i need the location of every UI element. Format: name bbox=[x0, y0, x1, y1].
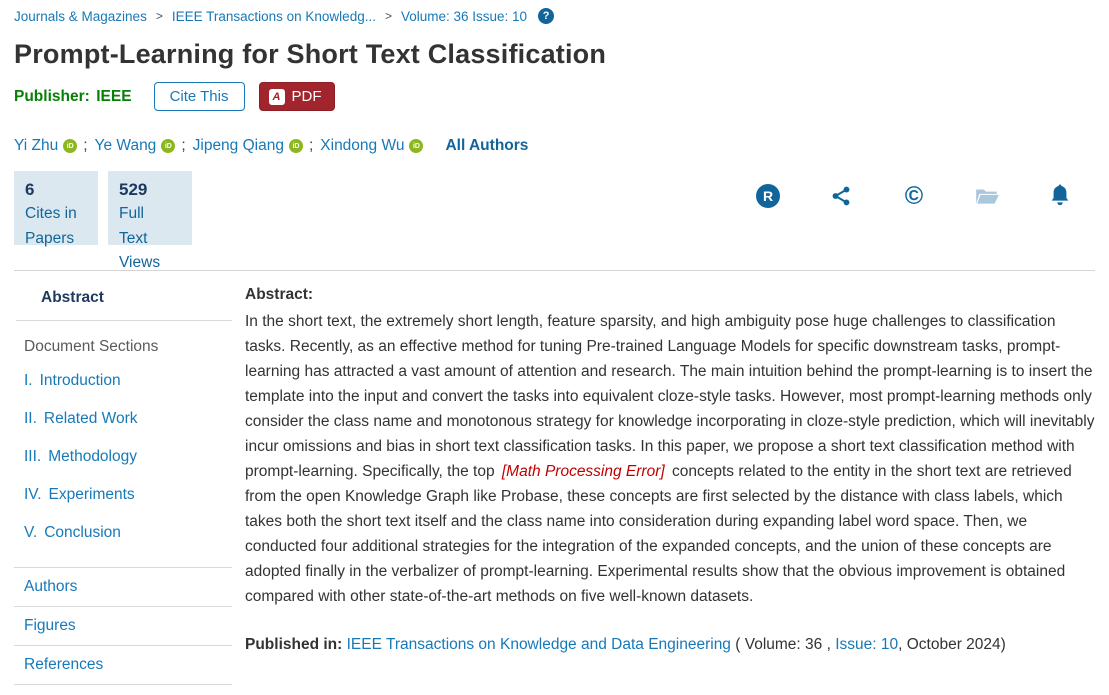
breadcrumb-separator: > bbox=[384, 9, 392, 23]
reading-list-icon[interactable] bbox=[755, 183, 781, 209]
section-numeral: I. bbox=[24, 372, 33, 389]
sidebar-item-introduction[interactable] bbox=[14, 362, 232, 400]
orcid-icon[interactable]: iD bbox=[409, 139, 423, 153]
views-label: Full Text Views bbox=[119, 205, 161, 271]
views-metric-box[interactable] bbox=[108, 171, 192, 271]
all-authors-link[interactable]: All Authors bbox=[445, 137, 529, 154]
publisher-name: IEEE bbox=[96, 87, 132, 105]
published-in-label: Published in: bbox=[245, 636, 343, 653]
volume-text: ( Volume: 36 , bbox=[735, 636, 831, 653]
abstract-text-before: In the short text, the extremely short length, feature sparsity, and high ambiguity pose huge challenges to classification tasks. Recently, as an effective method for tuning Pre-trained Language Models for specific downstream tasks, prompt-learning has attracted a vast amount of attention and research. The main intuition behind the prompt-learning is to insert the template into the input and convert the tasks into equivalent cloze-style tasks. However, most prompt-learning methods only consider the class name and monotonous strategy for knowledge incorporating in cloze-style prediction, which will inevitably incur omissions and bias in short text classification tasks. In this paper, we propose a short text classification method with prompt-learning. Specifically, the top bbox=[245, 313, 1095, 480]
sidebar-item-related-work[interactable] bbox=[14, 400, 232, 438]
copyright-icon-glyph: © bbox=[904, 181, 924, 210]
author-link[interactable]: Yi Zhu bbox=[14, 137, 59, 154]
save-to-project-folder-icon[interactable] bbox=[974, 183, 1000, 209]
share-icon-svg bbox=[830, 185, 852, 207]
published-in-line bbox=[245, 636, 1095, 654]
abstract-text-after: concepts related to the entity in the short text are retrieved from the open Knowledge Graph like Probase, these concepts are first selected by the distance with class labels, which takes both the short text itself and the class name into consideration during expanding label word space. Then, we conducted four additional strategies for the integration of the expanded concepts, and the union of these concepts are adopted finally in the verbalizer of prompt-learning. Experimental results show that the obvious improvement is obtained compared with other state-of-the-art methods on five well-known datasets. bbox=[245, 463, 1072, 605]
publisher-row bbox=[14, 82, 1095, 111]
math-processing-error: [Math Processing Error] bbox=[501, 463, 665, 480]
sidebar-item-abstract[interactable]: Abstract bbox=[41, 289, 104, 306]
folder-icon-svg bbox=[974, 183, 1000, 209]
breadcrumb-journals[interactable]: Journals & Magazines bbox=[14, 8, 147, 24]
section-label: Conclusion bbox=[44, 524, 121, 541]
alerts-bell-icon[interactable] bbox=[1047, 183, 1073, 209]
author-separator: ; bbox=[181, 137, 186, 154]
breadcrumb-journal-title[interactable]: IEEE Transactions on Knowledg... bbox=[171, 8, 376, 24]
sidebar-item-conclusion[interactable] bbox=[14, 514, 232, 552]
author-link[interactable]: Ye Wang bbox=[94, 137, 157, 154]
section-label: Methodology bbox=[48, 448, 137, 465]
section-numeral: III. bbox=[24, 448, 42, 465]
section-label: Related Work bbox=[43, 410, 138, 427]
orcid-icon[interactable]: iD bbox=[161, 139, 175, 153]
section-numeral: IV. bbox=[24, 486, 42, 503]
author-separator: ; bbox=[308, 137, 314, 154]
metrics-row bbox=[14, 171, 1095, 271]
sidebar-item-experiments[interactable] bbox=[14, 476, 232, 514]
bell-icon-svg bbox=[1049, 184, 1071, 208]
metric-boxes bbox=[14, 171, 192, 271]
section-label: Experiments bbox=[48, 486, 135, 503]
document-sidebar bbox=[14, 281, 232, 685]
share-icon[interactable] bbox=[828, 183, 854, 209]
page-title: Prompt-Learning for Short Text Classification bbox=[14, 39, 607, 69]
sidebar-item-references[interactable]: References bbox=[14, 645, 232, 684]
cites-metric-box[interactable] bbox=[14, 171, 98, 245]
pdf-button[interactable] bbox=[259, 82, 335, 111]
section-numeral: II. bbox=[24, 410, 37, 427]
copyright-icon[interactable] bbox=[901, 183, 927, 209]
abstract-text bbox=[245, 309, 1095, 609]
sidebar-item-methodology[interactable] bbox=[14, 438, 232, 476]
section-numeral: V. bbox=[24, 524, 38, 541]
author-link[interactable]: Xindong Wu bbox=[320, 137, 405, 154]
author-link[interactable]: Jipeng Qiang bbox=[192, 137, 284, 154]
sidebar-bottom-links bbox=[14, 567, 232, 685]
journal-link[interactable]: IEEE Transactions on Knowledge and Data Engineering bbox=[346, 636, 731, 653]
authors-row bbox=[14, 137, 1095, 155]
content-area bbox=[14, 271, 1095, 685]
breadcrumb bbox=[14, 6, 1095, 24]
publisher-label bbox=[14, 88, 132, 106]
breadcrumb-separator: > bbox=[155, 9, 163, 23]
sidebar-item-authors[interactable]: Authors bbox=[14, 567, 232, 606]
breadcrumb-volume-issue[interactable]: Volume: 36 Issue: 10 bbox=[400, 8, 528, 24]
reading-list-icon-glyph: R bbox=[756, 184, 780, 208]
pdf-button-label: PDF bbox=[291, 88, 322, 105]
document-action-icons bbox=[755, 183, 1073, 209]
author-separator: ; bbox=[83, 137, 88, 154]
issue-link[interactable]: Issue: 10 bbox=[835, 636, 899, 653]
publisher-label-text: Publisher: bbox=[14, 87, 90, 105]
abstract-heading: Abstract: bbox=[245, 286, 314, 303]
help-icon[interactable]: ? bbox=[538, 8, 554, 24]
sidebar-item-figures[interactable]: Figures bbox=[14, 606, 232, 645]
date-text: , October 2024) bbox=[898, 636, 1006, 653]
pdf-icon: A bbox=[269, 89, 285, 105]
section-label: Introduction bbox=[39, 372, 121, 389]
cite-this-button[interactable]: Cite This bbox=[154, 82, 245, 111]
cites-label: Cites in Papers bbox=[25, 205, 77, 247]
orcid-icon[interactable]: iD bbox=[289, 139, 303, 153]
document-sections-label: Document Sections bbox=[24, 338, 159, 355]
cites-count: 6 bbox=[25, 180, 35, 199]
orcid-icon[interactable]: iD bbox=[63, 139, 77, 153]
views-count: 529 bbox=[119, 180, 148, 199]
abstract-main bbox=[232, 281, 1095, 685]
